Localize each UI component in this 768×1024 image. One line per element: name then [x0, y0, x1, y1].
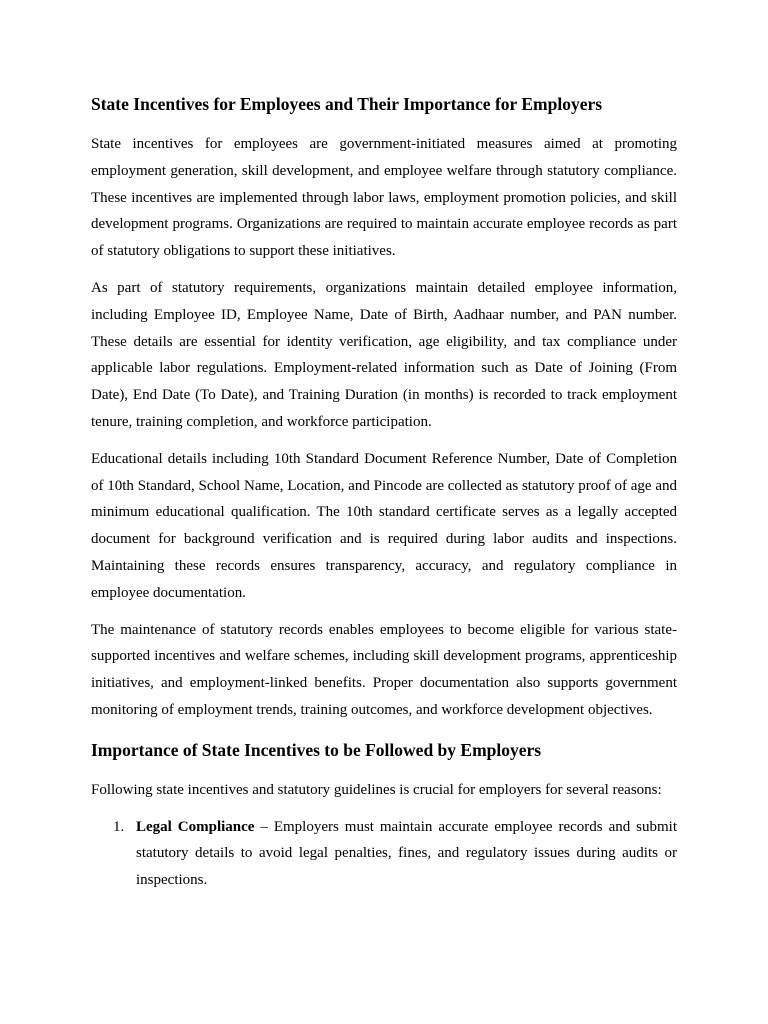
paragraph-educational-details: Educational details including 10th Standard Document Reference Number, Date of Completion of 10th Standard, School Name, Location, and Pincode are collected as statutory proof of age and minimum educational qualification. The 10th standard certificate serves as a legally accepted document for background verification and is required during labor audits and inspections. Maintaining these records ensures transparency, accuracy, and regulatory compliance in employee documentation.: [91, 450, 677, 601]
list-item: [91, 814, 677, 894]
paragraph-maintenance: The maintenance of statutory records enables employees to become eligible for various state-supported incentives and welfare schemes, including skill development programs, apprenticeship initiatives, and employment-linked benefits. Proper documentation also supports government monitoring of employment trends, training outcomes, and workforce development objectives.: [91, 621, 677, 718]
document-title: State Incentives for Employees and Their Importance for Employers: [91, 94, 603, 114]
list-item-number: 1.: [113, 818, 125, 835]
list-item-text: – Employers must maintain accurate employee records and submit statutory details to avoid legal penalties, fines, and regulatory issues during audits or inspections.: [136, 818, 678, 889]
section-intro: Following state incentives and statutory guidelines is crucial for employers for several reasons:: [91, 781, 662, 798]
paragraph-statutory-info: As part of statutory requirements, organizations maintain detailed employee information, including Employee ID, Employee Name, Date of Birth, Aadhaar number, and PAN number. These details are essential for identity verification, age eligibility, and tax compliance under applicable labor regulations. Employment-related information such as Date of Joining (From Date), End Date (To Date), and Training Duration (in months) is recorded to track employment tenure, training completion, and workforce participation.: [91, 279, 677, 430]
section-heading: Importance of State Incentives to be Followed by Employers: [91, 739, 542, 760]
list-item-term: Legal Compliance: [136, 818, 255, 835]
reasons-list: [91, 814, 677, 894]
paragraph-intro: State incentives for employees are government-initiated measures aimed at promoting employment generation, skill development, and employee welfare through statutory compliance. These incentives are implemented through labor laws, employment promotion policies, and skill development programs. Organizations are required to maintain accurate employee records as part of statutory obligations to support these initiatives.: [91, 136, 677, 260]
